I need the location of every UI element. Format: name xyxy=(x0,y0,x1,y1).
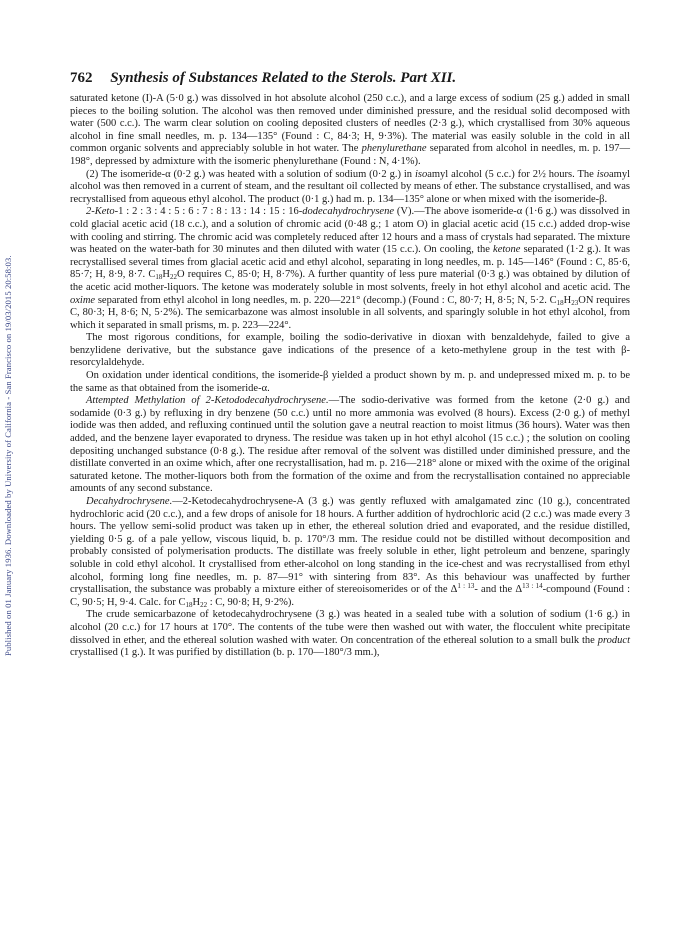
page-header xyxy=(70,70,630,87)
italic-run: iso xyxy=(596,168,609,180)
text-run: —2-Ketodecahydrochrysene-A (3 g.) was gently refluxed with amalgamated zinc (10 g.), concentrated hydrochloric acid (20 c.c.), and a few drops of anisole for 18 hours. A further addition of hydrochloric acid (2 c.c.) was made every 3 hours. The yellow semi-solid product was taken up in ether, the ethereal solution dried and evaporated, and the residue distilled, yielding 0·5 g. of a pale yellow, viscous liquid, b. p. 170°/3 mm. The residue could not be distilled without decomposition and probably consisted of polymerisation products. The distillate was freely soluble in ether, light petroleum and benzene, sparingly soluble in cold ethyl alcohol. It crystallised from ether-alcohol on long standing in the ice-chest and was recrystallised from ethyl alcohol, forming long fine needles, m. p. 87—91° with sintering from 83°. As this behaviour was unaffected by further crystallisation, the substance was probably a mixture either of stereoisomerides or of the Δ xyxy=(70,496,630,596)
italic-run: ketone xyxy=(493,244,521,256)
text-run: —The sodio-derivative was formed from the ketone (2·0 g.) and sodamide (0·3 g.) by refluxing in dry benzene (50 c.c.) until no more ammonia was evolved (8 hours). Excess (2·0 g.) of methyl iodide was then added, and refluxing continued until the solution gave a neutral reaction to moist litmus (36 hours). Water was then added, and the benzene layer evaporated to dryness. The residue was taken up in hot ethyl alcohol (15 c.c.) ; the solution on cooling depositing unchanged substance (0·8 g.). The residue after removal of the solvent was distilled under diminished pressure, and the distillate converted in an oxime which, after one recrystallisation, had m. p. 216—218° alone or mixed with the oxime of the original saturated ketone. The mother-liquors both from the formation of the oxime and from the recrystallisation contained no appreciable amounts of any second substance. xyxy=(70,395,630,495)
text-run: separated from alcohol in needles, m. p. 197—198°, depressed by admixture with the isomeric phenylurethane (Found : N, 4·1%). xyxy=(70,143,630,167)
article-body xyxy=(70,93,630,660)
italic-run: 2-Keto- xyxy=(86,206,119,218)
paragraph-oxidation-beta: On oxidation under identical conditions, the isomeride-β yielded a product shown by m. p. and undepressed mixed m. p. to be the same as that obtained from the isomeride-α. xyxy=(70,370,630,394)
text-run: H xyxy=(162,269,170,281)
subscript: 18 xyxy=(185,600,193,609)
subscript: 22 xyxy=(200,600,208,609)
text-run: amyl alcohol (5 c.c.) for 2½ hours. The xyxy=(427,168,597,180)
italic-run: Decahydrochrysene. xyxy=(86,496,173,507)
text-run: -compound (Found : C, 90·5; H, 9·4. Calc. for C xyxy=(70,584,630,608)
text-run: separated (1·2 g.). It was recrystallised several times from glacial acetic acid and ethyl alcohol, separating in long needles, m. p. 145—146° (Found : C, 85·6, 85·7; H, 8·9, 8·7. C xyxy=(70,244,630,281)
text-run: H xyxy=(563,294,572,306)
superscript: 13 : 14 xyxy=(522,582,543,591)
text-run: - and the Δ xyxy=(474,584,523,596)
text-run: : C, 90·8; H, 9·2%). xyxy=(207,596,295,608)
text-run: ON requires C, 80·3; H, 8·6; N, 5·2%). The semicarbazone was almost insoluble in all solvents, and sparingly soluble in hot ethyl alcohol, from which it separated in small prisms, m. p. 223—224°. xyxy=(70,294,630,331)
running-title: Synthesis of Substances Related to the Sterols. Part XII. xyxy=(110,70,457,86)
paragraph-decahydrochrysene xyxy=(70,496,630,609)
text-run: amyl alcohol was then removed in a current of steam, and the resultant oil collected by means of ether. The substance crystallised, and was recrystallised from aqueous ethyl alcohol. The product (0·1 g.) had m. p. 134—135° alone or when mixed with the isomeride-β. xyxy=(70,168,630,205)
text-run: saturated ketone (I)-A (5·0 g.) was dissolved in hot absolute alcohol (250 c.c.), and a large excess of sodium (25 g.) added in small pieces to the boiling solution. The alcohol was then removed under diminished pressure, and the residual solid decomposed with water (500 c.c.). The warm clear solution on cooling deposited clusters of needles (2·3 g.), which crystallised from 30% aqueous alcohol in fine small needles, m. p. 134—135° (Found : C, 84·3; H, 9·3%). The material was easily soluble in the cold in all common organic solvents and appreciably soluble in hot water. The xyxy=(70,93,630,155)
subscript: 22 xyxy=(169,273,177,282)
text-run: H xyxy=(192,596,201,608)
publication-sidebar-note: Published on 01 January 1936. Downloaded by University of California - San Francisco on 19/03/2015 20:58:03. xyxy=(3,255,13,656)
text-run: The crude semicarbazone of ketodecahydrochrysene (3 g.) was heated in a sealed tube with a solution of sodium (1·6 g.) in alcohol (20 c.c.) for 17 hours at 170°. The contents of the tube were then washed out with water, the flocculent white precipitate dissolved in ether, and the ethereal solution washed with water. On concentration of the ethereal solution to a small bulk the xyxy=(70,609,630,646)
paragraph-semicarbazone xyxy=(70,609,630,659)
subscript: 18 xyxy=(556,298,564,307)
italic-run: iso xyxy=(414,168,428,180)
paragraph-reduction xyxy=(70,93,630,169)
text-run: crystallised (1 g.). It was purified by distillation (b. p. 170—180°/3 mm.), xyxy=(70,647,380,659)
paragraph-attempted-methylation xyxy=(70,395,630,496)
text-run: separated from ethyl alcohol in long needles, m. p. 220—221° (decomp.) (Found : C, 80·7; H, 8·5; N, 5·2. C xyxy=(95,294,557,306)
paragraph-keto-dodecahydrochrysene xyxy=(70,206,630,332)
page-number: 762 xyxy=(70,70,93,86)
italic-run: oxime xyxy=(70,294,96,306)
italic-run: Attempted Methylation of 2-Ketododecahydrochrysene. xyxy=(86,395,329,407)
italic-run: phenylurethane xyxy=(361,143,427,155)
text-run: (2) The isomeride-α (0·2 g.) was heated with a solution of sodium (0·2 g.) in xyxy=(86,168,415,180)
subscript: 18 xyxy=(155,273,163,282)
paragraph-isomeride-alpha xyxy=(70,169,630,207)
subscript: 23 xyxy=(571,298,579,307)
italic-run: -dodecahydrochrysene xyxy=(298,206,394,218)
italic-run: product xyxy=(597,634,630,646)
text-run: 1 : 2 : 3 : 4 : 5 : 6 : 7 : 8 : 13 : 14 : 15 : 16 xyxy=(118,206,299,218)
superscript: 1 : 13 xyxy=(457,582,475,591)
text-run: (V).—The above isomeride-α (1·6 g.) was dissolved in cold glacial acetic acid (18 c.c.), and a solution of chromic acid (0·48 g.; 1 atom O) in glacial acetic acid (15 c.c.) added drop-wise with cooling and stirring. The chromic acid was completely reduced after 12 hours and a mass of crystals had separated. The mixture was heated on the water-bath for 30 minutes and then diluted with water (15 c.c.). On cooling, the xyxy=(70,206,631,256)
text-run: O requires C, 85·0; H, 8·7%). A further quantity of less pure material (0·3 g.) was obtained by dilution of the acetic acid mother-liquors. The ketone was moderately soluble in most solvents, freely in hot ethyl alcohol and acetic acid. The xyxy=(70,269,631,293)
paragraph-rigorous-conditions: The most rigorous conditions, for example, boiling the sodio-derivative in dioxan with benzaldehyde, failed to give a benzylidene derivative, but the substance gave indications of the presence of a keto-methylene group in the test with β-resorcylaldehyde. xyxy=(70,332,630,369)
